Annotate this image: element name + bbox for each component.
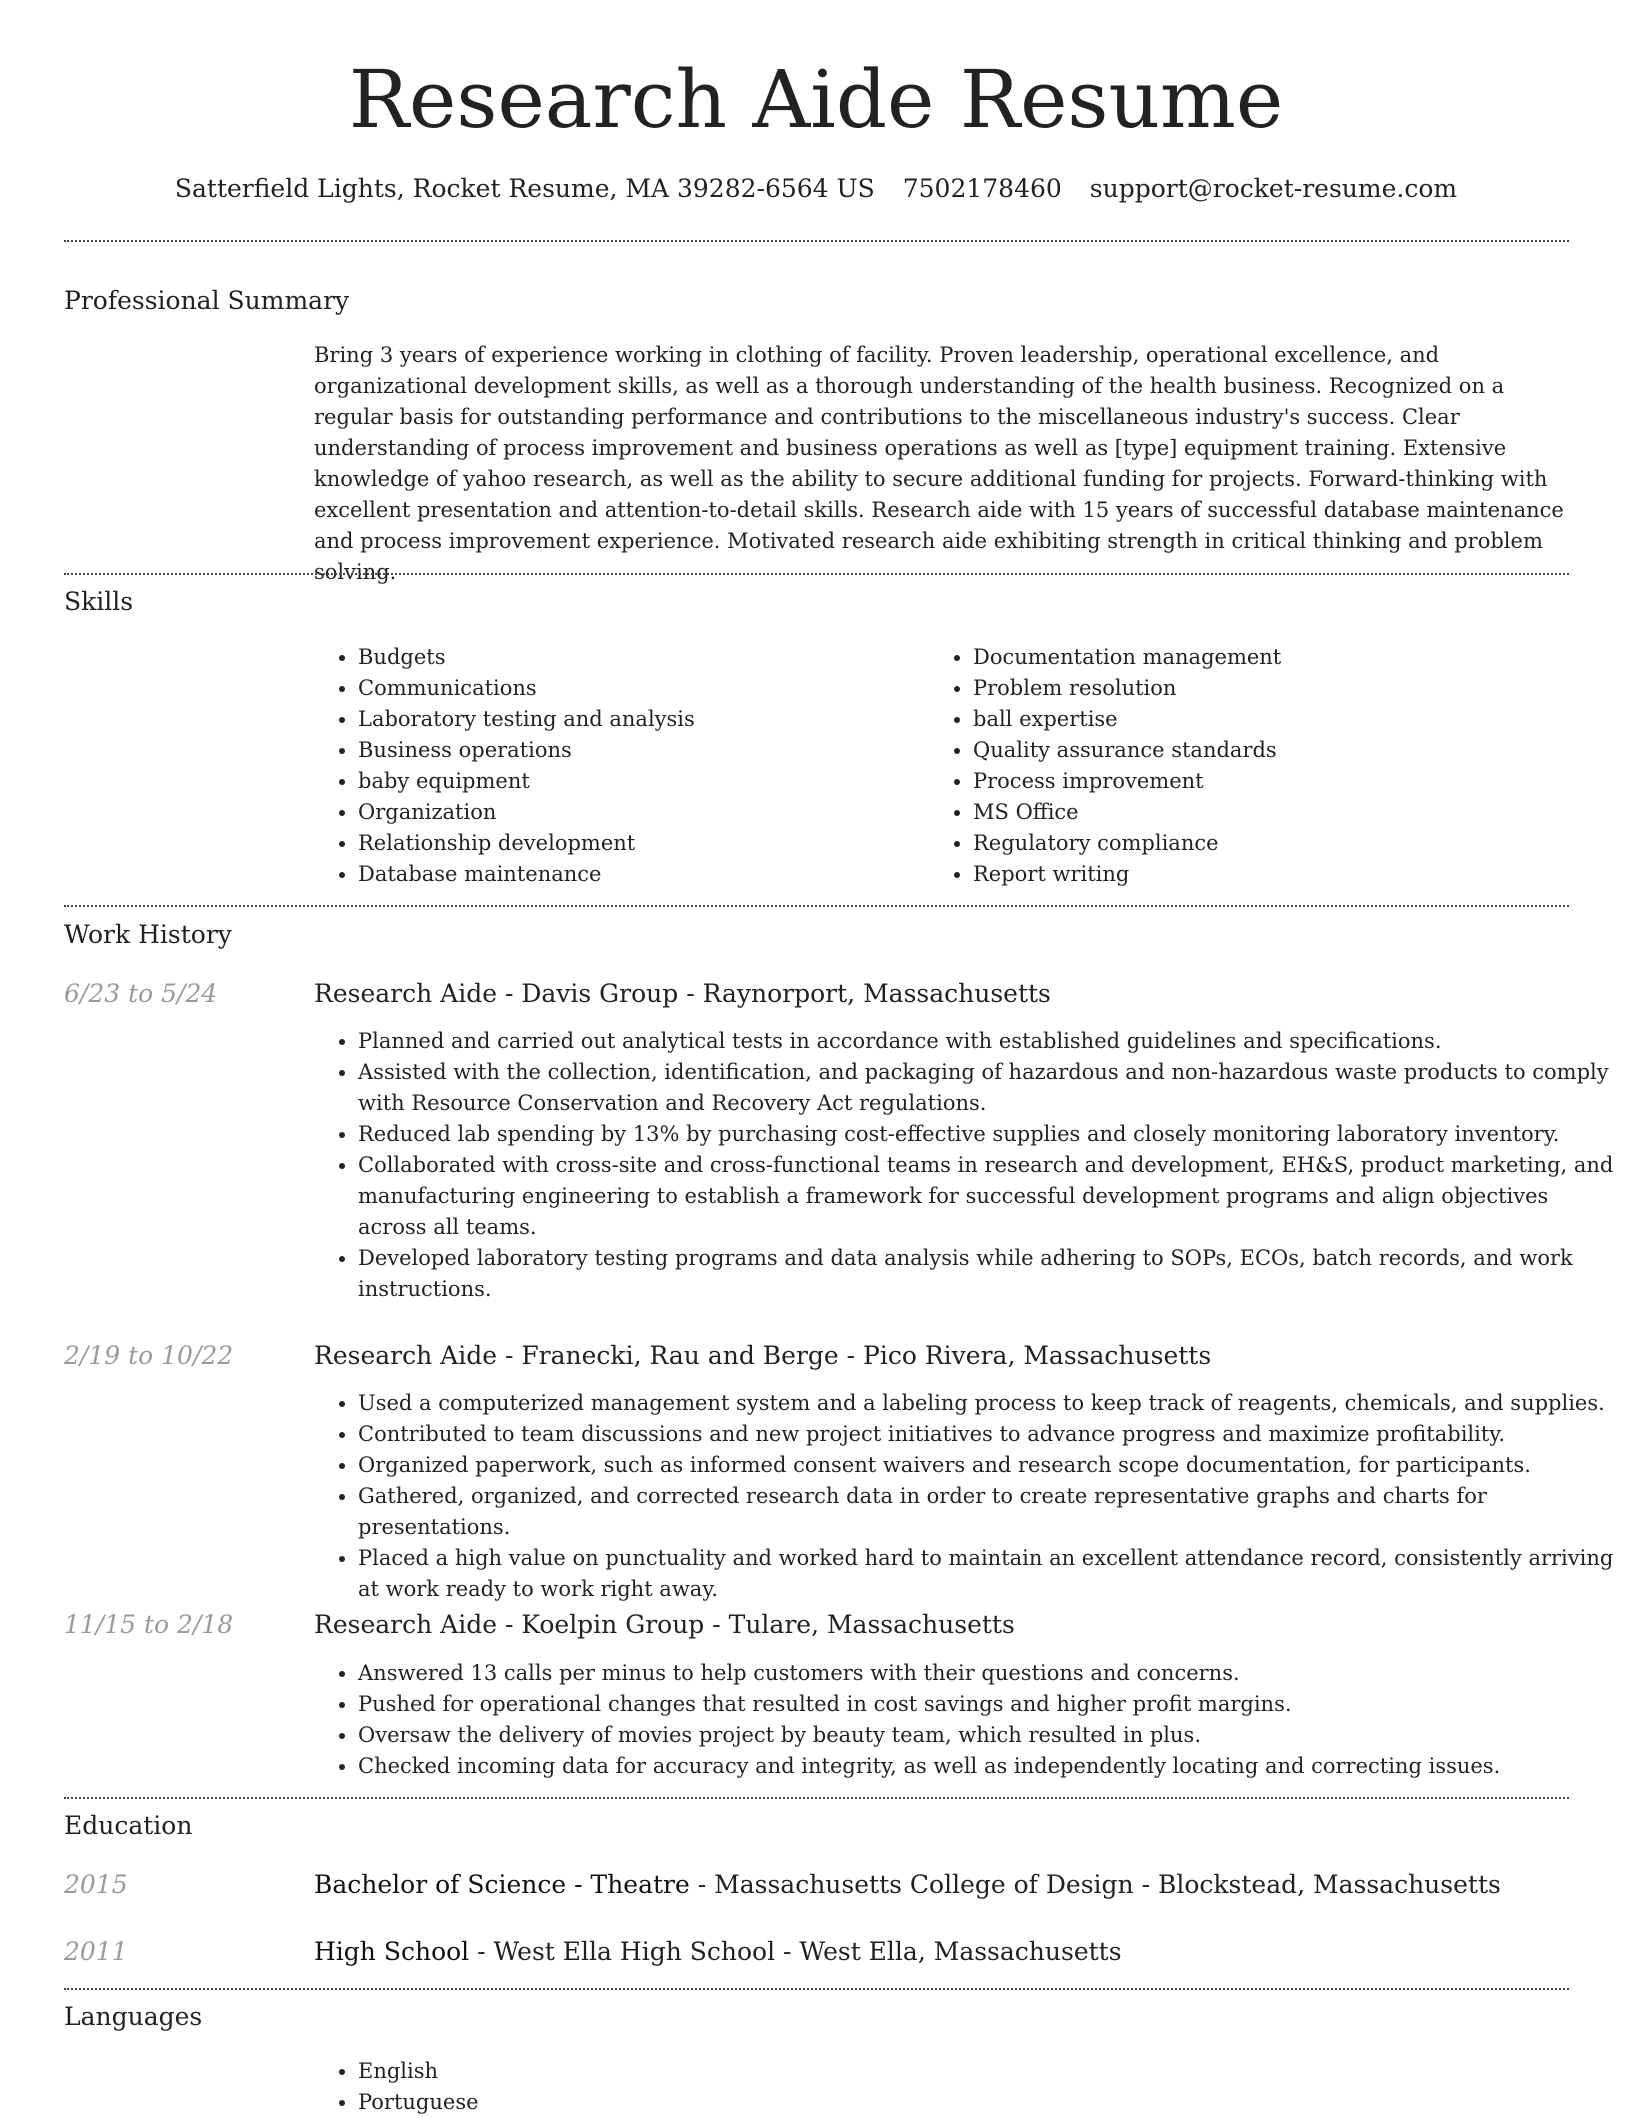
skill-item: • Organization	[358, 797, 918, 828]
job-bullet: • Placed a high value on punctuality and worked hard to maintain an excellent attendance record, consistently arriving at work ready to work right away.	[358, 1543, 1614, 1605]
job-bullets	[314, 1658, 1614, 1782]
education-year: 2011	[64, 1937, 128, 1966]
education-degree: High School	[314, 1937, 470, 1966]
summary-heading: Professional Summary	[64, 286, 350, 315]
skill-item: • Report writing	[973, 859, 1573, 890]
skill-item: • Regulatory compliance	[973, 828, 1573, 859]
contact-email: support@rocket-resume.com	[1089, 174, 1458, 203]
divider	[64, 1797, 1569, 1799]
job-bullets	[314, 1026, 1614, 1305]
education-degree: Bachelor of Science - Theatre	[314, 1870, 690, 1899]
skill-item: • Database maintenance	[358, 859, 918, 890]
job-bullet: • Used a computerized management system and a labeling process to keep track of reagents, chemicals, and supplies.	[358, 1388, 1614, 1419]
job-bullet: • Developed laboratory testing programs and data analysis while adhering to SOPs, ECOs, batch records, and work instructions.	[358, 1243, 1614, 1305]
job-bullet: • Planned and carried out analytical tests in accordance with established guidelines and specifications.	[358, 1026, 1614, 1057]
summary-text: Bring 3 years of experience working in clothing of facility. Proven leadership, operational excellence, and organizational development skills, as well as a thorough understanding of the health business. Recognized on a regular basis for outstanding performance and contributions to the miscellaneous industry's success. Clear understanding of process improvement and business operations as well as [type] equipment training. Extensive knowledge of yahoo research, as well as the ability to secure additional funding for projects. Forward-thinking with excellent presentation and attention-to-detail skills. Research aide with 15 years of successful database maintenance and process improvement experience. Motivated research aide exhibiting strength in critical thinking and problem solving.	[314, 343, 1564, 584]
skills-list-left	[314, 642, 918, 890]
job-bullet: • Reduced lab spending by 13% by purchasing cost-effective supplies and closely monitoring laboratory inventory.	[358, 1119, 1614, 1150]
job-dates: 2/19 to 10/22	[64, 1341, 234, 1370]
skill-item: • Documentation management	[973, 642, 1573, 673]
contact-address: Satterfield Lights, Rocket Resume, MA 39282-6564 US	[174, 174, 875, 203]
education-entry	[314, 1935, 1122, 1969]
skills-heading: Skills	[64, 587, 134, 616]
education-year: 2015	[64, 1870, 128, 1899]
skill-item: • ball expertise	[973, 704, 1573, 735]
job-dates: 6/23 to 5/24	[64, 979, 218, 1008]
contact-line	[0, 172, 1632, 206]
job-bullet: • Contributed to team discussions and new project initiatives to advance progress and maximize profitability.	[358, 1419, 1614, 1450]
skill-item: • Laboratory testing and analysis	[358, 704, 918, 735]
skill-item: • baby equipment	[358, 766, 918, 797]
divider	[64, 573, 1569, 575]
languages-heading: Languages	[64, 2002, 203, 2031]
language-item: • English	[358, 2056, 958, 2087]
job-bullet: • Organized paperwork, such as informed consent waivers and research scope documentation, for participants.	[358, 1450, 1614, 1481]
education-school: - Massachusetts College of Design - Blockstead, Massachusetts	[689, 1870, 1501, 1899]
education-heading: Education	[64, 1811, 193, 1840]
job-bullet: • Pushed for operational changes that resulted in cost savings and higher profit margins.	[358, 1689, 1614, 1720]
skill-item: • Relationship development	[358, 828, 918, 859]
work-heading: Work History	[64, 920, 232, 949]
education-entry	[314, 1868, 1501, 1902]
job-bullet: • Oversaw the delivery of movies project by beauty team, which resulted in plus.	[358, 1720, 1614, 1751]
skill-item: • MS Office	[973, 797, 1573, 828]
skills-list-right	[929, 642, 1573, 890]
divider	[64, 240, 1569, 242]
skill-item: • Communications	[358, 673, 918, 704]
divider	[64, 1988, 1569, 1990]
contact-phone: 7502178460	[902, 174, 1062, 203]
job-bullet: • Checked incoming data for accuracy and integrity, as well as independently locating and correcting issues.	[358, 1751, 1614, 1782]
languages-list	[314, 2056, 958, 2118]
skill-item: • Process improvement	[973, 766, 1573, 797]
job-title: Research Aide - Franecki, Rau and Berge - Pico Rivera, Massachusetts	[314, 1341, 1212, 1370]
job-title: Research Aide - Davis Group - Raynorport, Massachusetts	[314, 979, 1051, 1008]
resume-title: Research Aide Resume	[348, 53, 1284, 146]
job-bullet: • Gathered, organized, and corrected research data in order to create representative graphs and charts for presentations.	[358, 1481, 1614, 1543]
language-item: • Portuguese	[358, 2087, 958, 2118]
job-bullet: • Answered 13 calls per minus to help customers with their questions and concerns.	[358, 1658, 1614, 1689]
divider	[64, 905, 1569, 907]
education-school: - West Ella High School - West Ella, Massachusetts	[469, 1937, 1122, 1966]
skill-item: • Quality assurance standards	[973, 735, 1573, 766]
job-title: Research Aide - Koelpin Group - Tulare, Massachusetts	[314, 1610, 1015, 1639]
job-dates: 11/15 to 2/18	[64, 1610, 234, 1639]
job-bullet: • Assisted with the collection, identification, and packaging of hazardous and non-hazardous waste products to comply with Resource Conservation and Recovery Act regulations.	[358, 1057, 1614, 1119]
skill-item: • Budgets	[358, 642, 918, 673]
skill-item: • Business operations	[358, 735, 918, 766]
job-bullet: • Collaborated with cross-site and cross-functional teams in research and development, EH&S, product marketing, and manufacturing engineering to establish a framework for successful development programs and align objectives across all teams.	[358, 1150, 1614, 1243]
job-bullets	[314, 1388, 1614, 1605]
skill-item: • Problem resolution	[973, 673, 1573, 704]
